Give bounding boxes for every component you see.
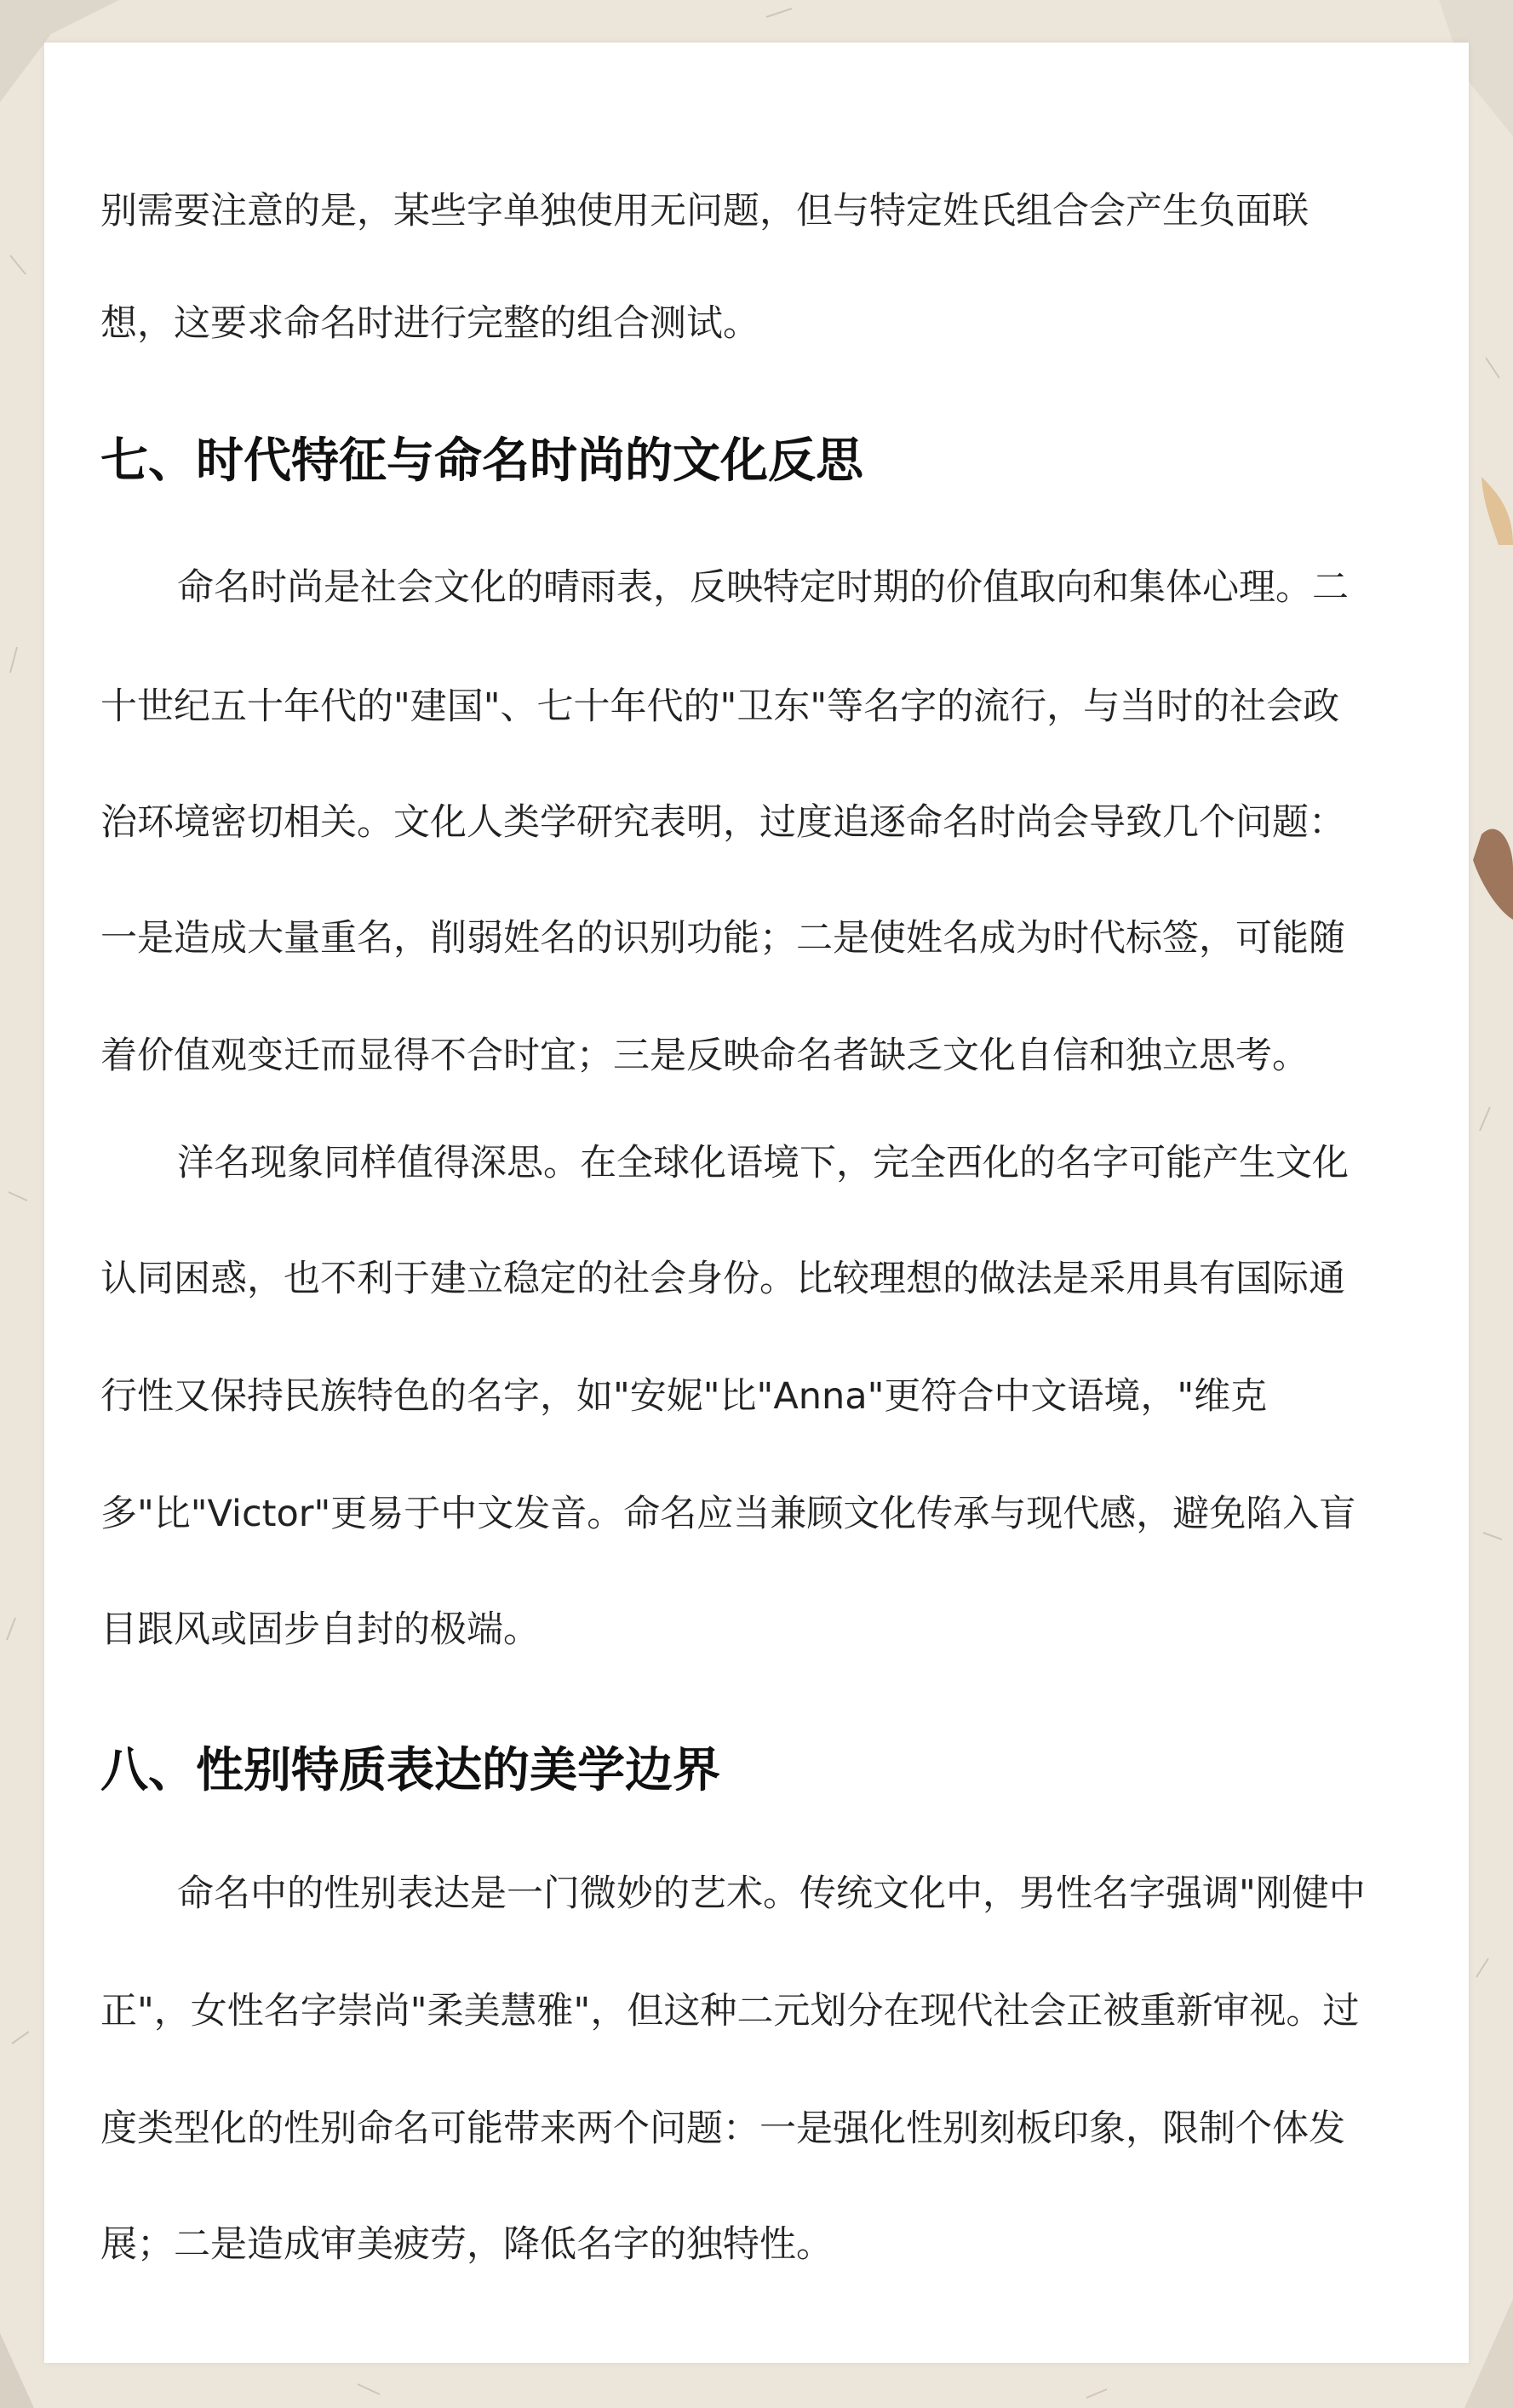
article-card [44, 43, 1469, 2363]
paragraph-line: 洋名现象同样值得深思。在全球化语境下，完全西化的名字可能产生文化 [177, 1142, 1349, 1184]
paragraph-line: 命名中的性别表达是一门微妙的艺术。传统文化中，男性名字强调"刚健中 [177, 1872, 1366, 1915]
paragraph-line: 度类型化的性别命名可能带来两个问题：一是强化性别刻板印象，限制个体发 [100, 2107, 1345, 2150]
paragraph-line: 目跟风或固步自封的极端。 [100, 1608, 540, 1651]
paragraph-line: 想，这要求命名时进行完整的组合测试。 [100, 302, 759, 345]
paragraph-line: 认同困惑，也不利于建立稳定的社会身份。比较理想的做法是采用具有国际通 [100, 1258, 1345, 1300]
paragraph-line: 正"，女性名字崇尚"柔美慧雅"，但这种二元划分在现代社会正被重新审视。过 [100, 1990, 1360, 2032]
paragraph-line: 治环境密切相关。文化人类学研究表明，过度追逐命名时尚会导致几个问题： [100, 801, 1345, 844]
paragraph-line: 着价值观变迁而显得不合时宜；三是反映命名者缺乏文化自信和独立思考。 [100, 1035, 1309, 1077]
paragraph-line: 别需要注意的是，某些字单独使用无问题，但与特定姓氏组合会产生负面联 [100, 190, 1309, 232]
paragraph-line: 多"比"Victor"更易于中文发音。命名应当兼顾文化传承与现代感，避免陷入盲 [100, 1493, 1356, 1535]
paragraph-line: 十世纪五十年代的"建国"、七十年代的"卫东"等名字的流行，与当时的社会政 [100, 685, 1340, 728]
section-heading-7: 七、时代特征与命名时尚的文化反思 [100, 433, 863, 489]
paragraph-line: 命名时尚是社会文化的晴雨表，反映特定时期的价值取向和集体心理。二 [177, 566, 1349, 609]
paragraph-line: 行性又保持民族特色的名字，如"安妮"比"Anna"更符合中文语境，"维克 [100, 1375, 1268, 1418]
paragraph-line: 一是造成大量重名，削弱姓名的识别功能；二是使姓名成为时代标签，可能随 [100, 917, 1345, 960]
section-heading-8: 八、性别特质表达的美学边界 [100, 1743, 720, 1798]
paragraph-line: 展；二是造成审美疲劳，降低名字的独特性。 [100, 2223, 833, 2266]
